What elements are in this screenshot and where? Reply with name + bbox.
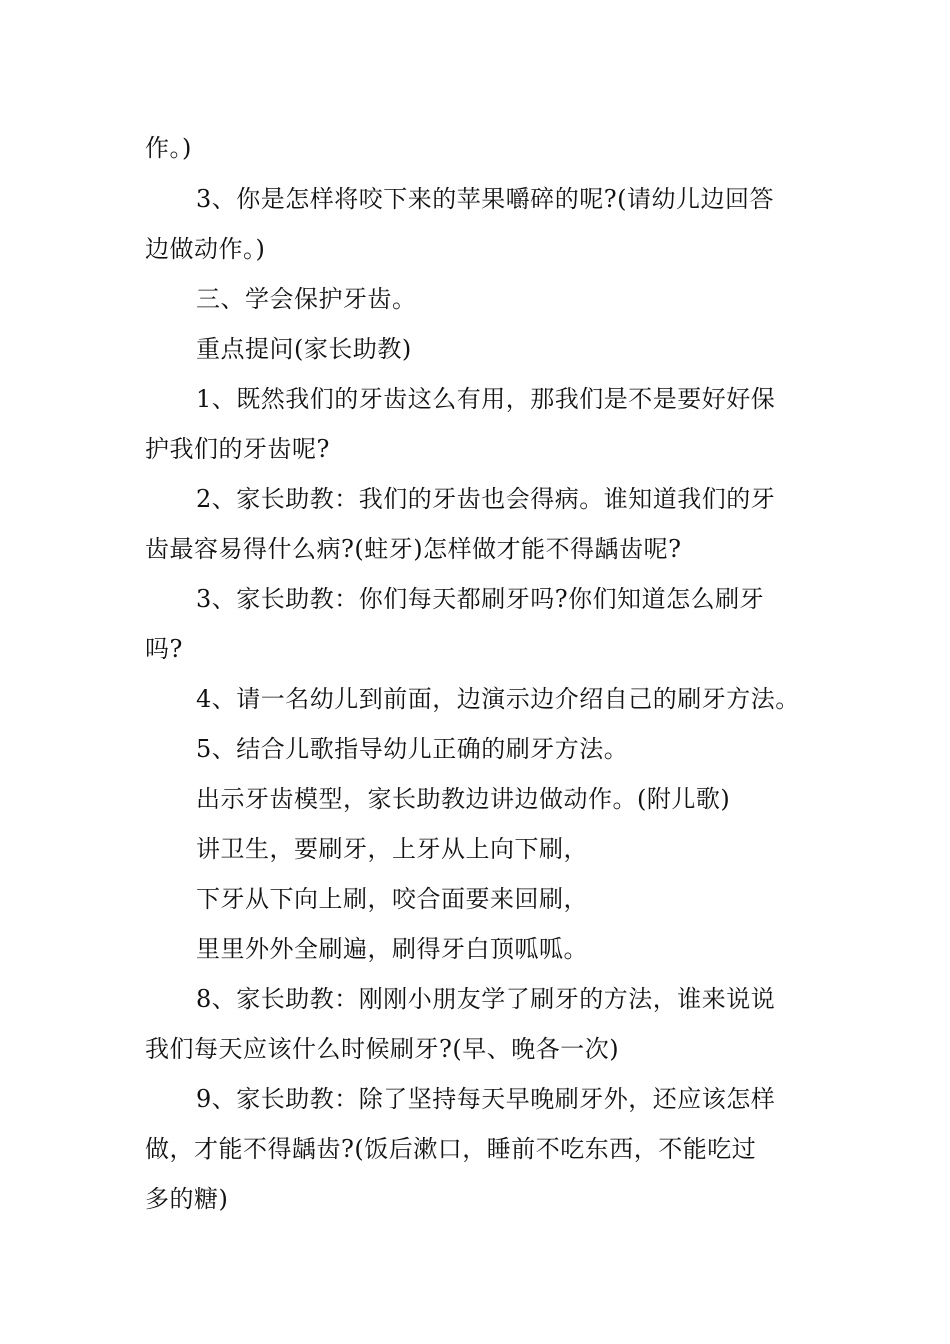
text-line: 3、你是怎样将咬下来的苹果嚼碎的呢?(请幼儿边回答 (196, 185, 774, 213)
text-line: 齿最容易得什么病?(蛀牙)怎样做才能不得龋齿呢? (145, 535, 682, 563)
text-line: 1、既然我们的牙齿这么有用，那我们是不是要好好保 (196, 385, 776, 413)
text-line: 5、结合儿歌指导幼儿正确的刷牙方法。 (196, 735, 629, 763)
text-line: 8、家长助教：刚刚小朋友学了刷牙的方法，谁来说说 (196, 985, 776, 1013)
text-line: 9、家长助教：除了坚持每天早晚刷牙外，还应该怎样 (196, 1085, 776, 1113)
text-line: 里里外外全刷遍，刷得牙白顶呱呱。 (196, 935, 588, 963)
text-line: 吗? (145, 635, 183, 663)
text-line: 重点提问(家长助教) (196, 335, 412, 363)
text-line: 我们每天应该什么时候刷牙?(早、晚各一次) (145, 1035, 620, 1063)
text-line: 多的糖) (145, 1185, 229, 1213)
text-line: 做，才能不得龋齿?(饭后漱口，睡前不吃东西，不能吃过 (145, 1135, 757, 1163)
text-line: 护我们的牙齿呢? (145, 435, 330, 463)
text-line: 2、家长助教：我们的牙齿也会得病。谁知道我们的牙 (196, 485, 776, 513)
text-line: 三、学会保护牙齿。 (196, 285, 417, 313)
text-line: 3、家长助教：你们每天都刷牙吗?你们知道怎么刷牙 (196, 585, 765, 613)
text-line: 作。) (145, 134, 192, 162)
text-line: 边做动作。) (145, 235, 266, 263)
text-line: 讲卫生，要刷牙，上牙从上向下刷， (196, 835, 588, 863)
text-line: 出示牙齿模型，家长助教边讲边做动作。(附儿歌) (196, 785, 731, 813)
text-line: 下牙从下向上刷，咬合面要来回刷， (196, 885, 588, 913)
text-line: 4、请一名幼儿到前面，边演示边介绍自己的刷牙方法。 (196, 685, 800, 713)
